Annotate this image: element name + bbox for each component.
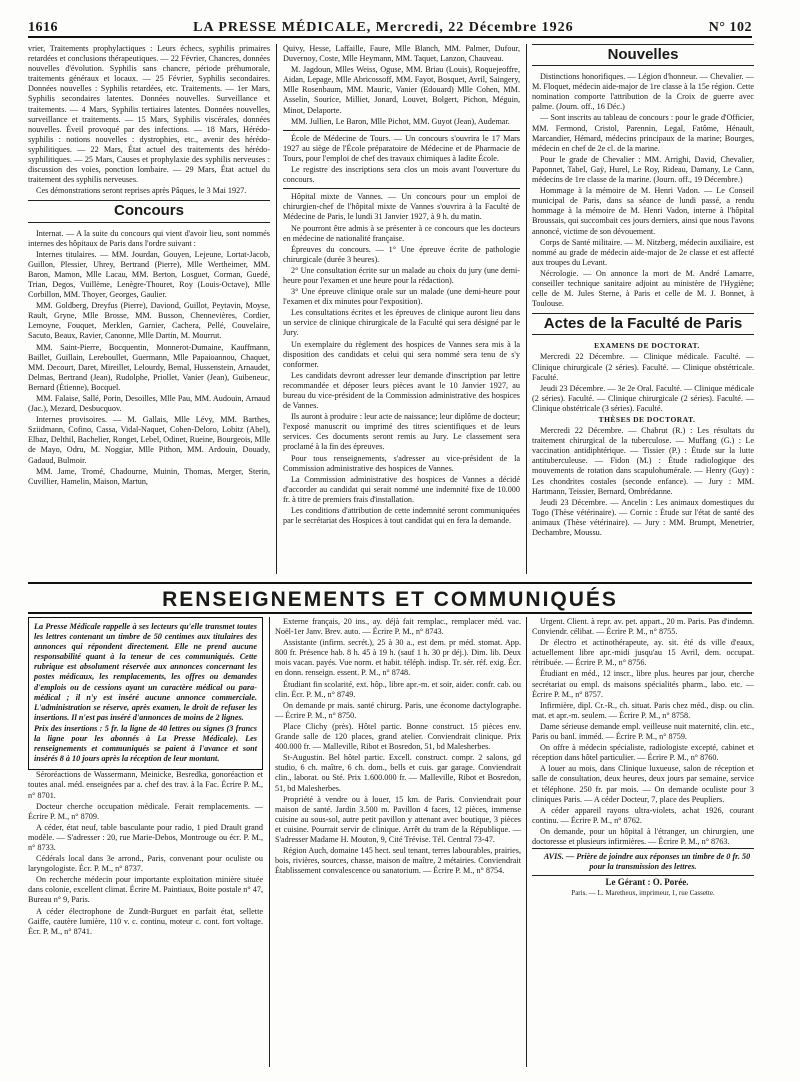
lower-column-2 [275, 617, 521, 1067]
classified-ad: Docteur cherche occupation médicale. Ferait remplacements. — Écrire P. M., n° 8709. [28, 801, 263, 821]
article-text: Jeudi 23 Décembre. — Ancelin : Les animaux domestiques du Togo (Thèse vétérinaire). — Cornic : Étude sur l'état de santé des animaux (Thèse vétérinaire). — Jury : MM. Brumpt, Menetrier, Dechambre, Moussu. [532, 497, 754, 538]
classified-ad: Cédérals local dans 3e arrond., Paris, convenant pour oculiste ou laryngologiste. Écr. P. M., n° 8737. [28, 854, 263, 874]
article-text: Internes provisoires. — M. Gallais, Mlle Lévy, MM. Barthes, Sziidmann, Cofino, Cassa, Vidal-Naquet, Cohen-Deloro, Lobitz (Abel), Elbaz, Delthil, Bachelier, Ronget, Lebel, Odinet, Rueine, Bourgeois, Mlle de Mayo, Odru, M. Noggiar, Mlle Pithon, MM. Ardouin, Douady, Gadaud, Bulmoir. [28, 415, 270, 465]
article-text: Quivy, Hesse, Laffaille, Faure, Mlle Blanch, MM. Palmer, Dufour, Duvernoy, Coste, Mlle Heymann, MM. Taquet, Lanzon, Chauveau. [283, 44, 520, 64]
upper-column-1 [28, 44, 270, 569]
classified-ad: Dame sérieuse demande empl. veilleuse nuit maternité, clin. etc., Paris ou banl. imméd. — Écrire P. M., n° 8759. [532, 721, 754, 742]
article-text: MM. Jullien, Le Baron, Mlle Pichot, MM. Guyot (Jean), Audemar. [291, 116, 510, 126]
upper-column-2 [283, 44, 520, 569]
column-divider [269, 617, 270, 1067]
classified-ad: Urgent. Client. à repr. av. pet. appart., 20 m. Paris. Pas d'indemn. Conviendr. célibat. — Écrire P. M., n° 8755. [532, 617, 754, 637]
article-text: Ces démonstrations seront reprises après Pâques, le 3 Mai 1927. [36, 186, 247, 196]
gerant-line: Le Gérant : O. Porée. [605, 877, 689, 888]
article-text: MM. Goldberg, Dreyfus (Pierre), Daviond, Guillot, Peytavin, Moyse, Rault, Gryne, Mlle Brosse, MM. Busson, Chennevières, Cordier, Lemoyne, Fouquet, Merklen, Garnier, Cachera, Pellé, Couvelaire, Sacuto, Beaux, Ravier, Canonne, Mlle Dartin, M. Mourrut. [28, 301, 270, 341]
article-text: 3° Une épreuve clinique orale sur un malade (une demi-heure pour l'examen et dix minutes pour l'exposition). [283, 287, 520, 307]
notice-text: La Presse Médicale rappelle à ses lecteurs qu'elle transmet toutes les lettres contenant un timbre de 50 centimes aux titulaires des annonces qui répondent directement. Elle ne prend aucune responsabilité quant à la teneur de ces communiqués. Cette rubrique est absolument réservée aux annonces concernant les postes médicaux, les remplacements, les offres ou demandes d'emplois ou de cessions ayant un caractère médical ou para-médical ; il n'y est inséré aucune annonce commerciale. L'administration se réserve, après examen, le droit de refuser les insertions. Il n'est pas inséré d'annonces de moins de 2 lignes. [34, 622, 257, 722]
article-text: École de Médecine de Tours. — Un concours s'ouvrira le 17 Mars 1927 au siège de l'École préparatoire de Médecine et de Pharmacie de Tours, pour l'emploi de chef des travaux chimiques à ladite École. [283, 133, 520, 163]
article-text: Internat. — A la suite du concours qui vient d'avoir lieu, sont nommés internes des hôpitaux de Paris dans l'ordre suivant : [28, 228, 270, 248]
article-text: MM. Saint-Pierre, Bocquentin, Monnerot-Dumaine, Kauffmann, Baillet, Guillain, Lereboullet, Guermann, Mlle Papaioannou, Chaquet, MM. Decourt, Daret, Mireillet, Lelourdy, Bemal, Hussenstein, Arnaudet, Delmas, Bertrand (Jean), Rudolphe, Priollet, Vanier (Jean), Guibeneuc, Bernard (Étienne), Bocquel. [28, 342, 270, 392]
article-text: Mercredi 22 Décembre. — Chabrut (R.) : Les résultats du traitement chirurgical de la tuberculose. — Muffang (G.) : Le vaccination antidiphtérique. — Tissier (P.) : Étude sur la lutte antituberculeuse. — Fidon (M.) : Étude radiologique des mouvements de rotation dans scapulohumérale. — Henry (Guy) : Les chondrites costales (seconde enfance). — Jury : MM. Hartmann, Teissier, Bernard, Ombrédanne. [532, 426, 754, 496]
article-text: vrier, Traitements prophylactiques : Leurs échecs, syphilis primaires retardées et conclusions thérapeutiques. — 22 Février, Chancres, données nouvelles d'évolution. Syphilis sans chancre, période préhumorale, traitements généraux et locaux. — 25 Février, Syphilis secondaires. Données nouvelles : Syphilis retardées, etc. Traitements. — 1er Mars, Syphilis secondaires latentes. Données nouvelles. Surveillance et traitements. — 4 Mars, Syphilis tertiaires latentes. Données nouvelles, surveillance et traitements. — 15 Mars, Syphilis viscérales, données nouvelles. Éveil provoqué par des infections. — 18 Mars, Hérédo-syphilis : notions nouvelles : dystrophies, etc., avenir des hérédo-syphilitiques. — 22 Mars, État actuel des traitements des hérédo-syphilitiques. — 25 Mars, Causes et prophylaxie des syphilis nerveuses : discussion des voies, ponction lombaire. — 29 Mars, État actuel du traitement des syphilis nerveuses. [28, 44, 270, 185]
lower-column-3 [532, 617, 754, 1072]
classified-ad: A céder appareil rayons ultra-violets, achat 1926, courant continu. — Écrire P. M., n° 8762. [532, 805, 754, 825]
subsection-title: THÈSES DE DOCTORAT. [598, 415, 696, 424]
classified-ad: Séroréactions de Wassermann, Meinicke, Besredka, gonoréaction et toutes anal. méd. enseignées par a. chef des trav. à la Fac. Écrire P. M., n° 8701. [28, 770, 263, 800]
article-text: — Sont inscrits au tableau de concours : pour le grade d'Officier, MM. Fermond, Cristol, Parennin, Legal, Fatôme, Hénault, Marcandier, Hémard, médecins principaux de la marine; Bourges, médecin en chef de 2e cl. de la marine. [532, 113, 754, 153]
classified-ad: A louer au mois, dans Clinique luxueuse, salon de réception et salle de consultation, deux heures, deux jours par semaine, service et téléphone. 250 fr. par mois. — On demande oculiste pour 3 cliniques Paris. — A céder Docteur, 7, place des Peupliers. [532, 764, 754, 804]
article-text: Ils auront à produire : leur acte de naissance; leur diplôme de docteur; l'exposé manuscrit ou imprimé des titres scientifiques et de leurs services. Ces documents seront remis au Jury. Le classement sera proclamé à la fin des épreuves. [283, 412, 520, 452]
article-text: Les conditions d'attribution de cette indemnité seront communiquées par le secrétariat des Hospices à tout candidat qui en fera la demande. [283, 506, 520, 526]
classified-ad: Région Auch, domaine 145 hect. seul tenant, terres labourables, prairies, bois, rivières, sources, chasse, maison de maître, 2 métairies. Conviendrait Établissement convalescence ou sanatorium. — Écrire P. M., n° 8754. [275, 846, 521, 876]
column-divider [526, 44, 527, 574]
article-text: Les candidats devront adresser leur demande d'inscription par lettre recommandée et déposer leurs pièces avant le 10 Janvier 1927, au bureau du vice-président de la Commission administrative des hospices de Vannes. [283, 370, 520, 411]
article-text: MM. Jame, Tromé, Chadourne, Muinin, Thomas, Merger, Sterin, Cuvillier, Hamelin, Maison, Martun, [28, 466, 270, 486]
article-text: Les consultations écrites et les épreuves de clinique auront lieu dans un service de clinique chirurgicale de la Faculté qui sera désigné par le Jury. [283, 308, 520, 338]
article-text: Distinctions honorifiques. — Légion d'honneur. — Chevalier. — M. Floquet, médecin aide-major de 1re classe à la 15e région. Cette nomination comporte l'attribution de la Croix de guerre avec palme. (Journ. off., 16 Déc.) [532, 72, 754, 112]
article-text: M. Jagdoun, Mlles Weiss, Oguse, MM. Briau (Louis), Roquejeoffre, Aidan, Lepage, Mlle Abricossoff, MM. Fayot, Bosquet, Avril, Saingery, Mlle Rosenbaum, MM. Mauric, Vanier (Edouard) Mlle Cohen, MM. Asselin, Sourice, Milliet, Jonard, Louvet, Bolgert, Pichon, Méguin, Minot, Delaporte. [283, 65, 520, 115]
classified-ad: Étudiant en méd., 12 inscr., libre plus. heures par jour, cherche secrétariat ou empl. ds maisons spécialités pharm., labo. etc. — Écrire P. M., n° 8757. [532, 669, 754, 699]
article-text: Nécrologie. — On annonce la mort de M. André Lamarre, conseiller technique sanitaire adjoint au ministère de l'Hygiène; celle de M. Jules Sterne, à Paris et celle de M. J. Bonnet, à Toulouse. [532, 268, 754, 309]
article-text: Internes titulaires. — MM. Jourdan, Gouyen, Lejeune, Lortat-Jacob, Guillon, Plessier, Uhrey, Bertrand (Pierre), Mlle Wertheimer, MM. Baron, Mamon, Mlle Lacau, MM. Berton, Losguet, Corman, Guedé, Trian, Degos, Vuillème, Lenègre-Thouret, Roy (Louis-Octave), Mlle Corbillon, MM. Thoyer, Georges, Gaulier. [28, 249, 270, 300]
article-text: 2° Une consultation écrite sur un malade au choix du jury (une demi-heure pour l'examen et une heure pour la rédaction). [283, 265, 520, 285]
article-text: Jeudi 23 Décembre. — 3e 2e Oral. Faculté. — Clinique médicale (2 séries). Faculté. — Clinique chirurgicale (2 séries). Faculté. — Clinique obstétricale (3 séries). Faculté. [532, 383, 754, 413]
column-divider [276, 44, 277, 574]
lower-column-1 [28, 617, 263, 1067]
upper-column-3 [532, 44, 754, 569]
article-text: La Commission administrative des hospices de Vannes a décidé d'accorder au candidat qui serait nommé une indemnité fixe de 10.000 fr. à titre de premiers frais d'installation. [283, 474, 520, 504]
section-title-concours: Concours [28, 200, 270, 222]
article-text: Un exemplaire du règlement des hospices de Vannes sera mis à la disposition des candidats et celui qui sera nommé sera tenu de s'y conformer. [283, 339, 520, 369]
article-text: Le registre des inscriptions sera clos un mois avant l'ouverture du concours. [283, 165, 520, 185]
classified-ad: Dr électro et actinothérapeute, ay. sit. été ds ville d'eaux, actuellement libre apr.-midi jusqu'au 15 Avril, dem. occupat. rétribuée. — Écrire P. M., n° 8756. [532, 638, 754, 668]
journal-title: LA PRESSE MÉDICALE, Mercredi, 22 Décembre 1926 [193, 20, 574, 35]
classified-ad: Infirmière, dipl. Cr.-R., ch. situat. Paris chez méd., disp. ou clin. mat. et apr.-m. seulem. — Écrire P. M., n° 8758. [532, 700, 754, 720]
article-text: Pour tous renseignements, s'adresser au vice-président de la Commission administrative des hospices de Vannes. [283, 453, 520, 473]
classified-ad: St-Augustin. Bel hôtel partic. Excell. construct. compr. 2 salons, gd studio, 6 ch. maître, 6 ch. dom., bells et cuis. gar garage. Conviendrait clin., laborat. ou Sté. Prix 1.600.000 fr. — Malleville, Ribot et Bosredon, 51, bd Malesherbes. [275, 753, 521, 793]
classified-ad: Étudiant fin scolarité, ext. hôp., libre apr.-m. et soir, aider. confr. cab. ou clin. Écr. P. M., n° 8749. [275, 679, 521, 699]
classified-ad: Assistante (infirm. secrét.), 25 à 30 a., est dem. pr méd. stomat. App. 800 fr. Présence hab. 8 h. 45 à 19 h. (sauf 1 h. 30 pr déj.). Dim. lib. Deux mois vacan. payés. Vue norm. et habit. téléph. indisp. Tr. sér. réf. exig. Écr. en donn. renseign. essent. P. M., n° 8748. [275, 638, 521, 678]
article-text: Épreuves du concours. — 1° Une épreuve écrite de pathologie chirurgicale (durée 3 heures). [283, 244, 520, 264]
classified-ad: On offre à médecin spécialiste, radiologiste excepté, cabinet et réception dans hôtel particulier. — Écrire P. M., n° 8760. [532, 743, 754, 763]
classified-ad: Place Clichy (près). Hôtel partic. Bonne construct. 15 pièces env. Grande salle de 120 places, grand atelier. Conviendrait clinique. Prix 400.000 fr. — Malleville, Ribot et Bosredon, 51, bd Malesherbes. [275, 721, 521, 752]
article-text: Hommage à la mémoire de M. Henri Vadon. — Le Conseil municipal de Paris, dans sa séance de lundi passé, a rendu hommage à la mémoire de M. Henri Vadon, interne à l'hôpital Broussais, qui succombait ces jours derniers, ainsi que nous l'avons annoncé, victime de son dévouement. [532, 186, 754, 236]
article-text: Corps de Santé militaire. — M. Nitzberg, médecin auxiliaire, est nommé au grade de médecin aide-major de 2e classe et est affecté aux troupes du Levant. [532, 237, 754, 267]
section-title-actes: Actes de la Faculté de Paris [532, 313, 754, 335]
notice-prices: Prix des insertions : 5 fr. la ligne de 40 lettres ou signes (3 francs la ligne pour les abonnés à La Presse Médicale). Les renseignements et communiqués se paient à l'avance et sont insérés 8 à 10 jours après la réception de leur montant. [34, 723, 257, 764]
classified-ad: On recherche médecin pour importante exploitation minière située dans colonie, excellent climat. Écrire M. Paintiaux, Boite postale n° 47, Bureau n° 9, Paris. [28, 875, 263, 905]
article-text: Pour le grade de Chevalier : MM. Arrighi, David, Chevalier, Paponnet, Tabel, Gaÿ, Hurel, Le Roy, Rideau, Damany, Le Cann, médecins de 1re classe de la marine. (Journ. off., 19 Décembre.) [532, 154, 754, 185]
article-text: Ne pourront être admis à se présenter à ce concours que les docteurs en médecine de nationalité française. [283, 223, 520, 243]
page-header [28, 14, 752, 38]
notice-box [28, 617, 263, 770]
page-number: 1616 [28, 20, 58, 35]
classified-ad: A céder électrophone de Zundt-Burguet en parfait état, sellette Gaiffe, cautère lumière, 110 v. c. continu, moteur c. cont. fort voltage. Écr. P. M., n° 8741. [28, 906, 263, 936]
divider [283, 130, 520, 131]
article-text: MM. Falaise, Sallé, Porin, Desoilles, Mlle Pau, MM. Audouin, Arnaud (Jac.), Mezard, Desbucquov. [28, 394, 270, 414]
printer-line: Paris. — L. Maretheux, imprimeur, 1, rue Cassette. [571, 889, 715, 898]
column-divider [526, 617, 527, 1067]
classified-ad: Propriété à vendre ou à louer, 15 km. de Paris. Conviendrait pour maison de santé. Jardin 3.500 m. Pavillon 4 faces, 12 pièces, immense cuisine au sous-sol, autre petit pavillon y attenant avec boutique, 3 pièces et cuisine. Pourrait servir de clinique. Arrêt du tram de la République. — S'adresser Madame H. Mouton, 9, Cité Trévise. Tél. Central 73-47. [275, 794, 521, 844]
divider [283, 188, 520, 189]
section-title-renseignements: RENSEIGNEMENTS ET COMMUNIQUÉS [28, 582, 752, 614]
classified-ad: Externe français, 20 ins., ay. déjà fait remplac., remplacer méd. vac. Noël-1er Janv. Brev. auto. — Écrire P. M., n° 8743. [275, 617, 521, 637]
issue-number: N° 102 [708, 20, 752, 35]
avis-notice: AVIS. — Prière de joindre aux réponses un timbre de 0 fr. 50 pour la transmission des lettres. [532, 848, 754, 876]
classified-ad: A céder, état neuf, table basculante pour radio, 1 pied Drault grand modèle. — S'adresser : 20, rue Marie-Debos, Montrouge ou écr. P. M., n° 8733. [28, 822, 263, 852]
article-text: Hôpital mixte de Vannes. — Un concours pour un emploi de chirurgien-chef de l'hôpital mixte de Vannes s'ouvrira à la Faculté de Médecine de Paris, le lundi 31 Janvier 1927, à 9 h. du matin. [283, 192, 520, 222]
classified-ad: On demande, pour un hôpital à l'étranger, un chirurgien, une doctoresse et plusieurs infirmières. — Écrire P. M., n° 8763. [532, 826, 754, 846]
classified-ad: On demande pr mais. santé chirurg. Paris, une économe dactylographe. — Écrire P. M., n° 8750. [275, 700, 521, 720]
section-title-nouvelles: Nouvelles [532, 44, 754, 66]
article-text: Mercredi 22 Décembre. — Clinique médicale. Faculté. — Clinique chirurgicale (2 séries). Faculté. — Clinique obstétricale. Faculté. [532, 352, 754, 382]
subsection-title: EXAMENS DE DOCTORAT. [594, 341, 700, 351]
